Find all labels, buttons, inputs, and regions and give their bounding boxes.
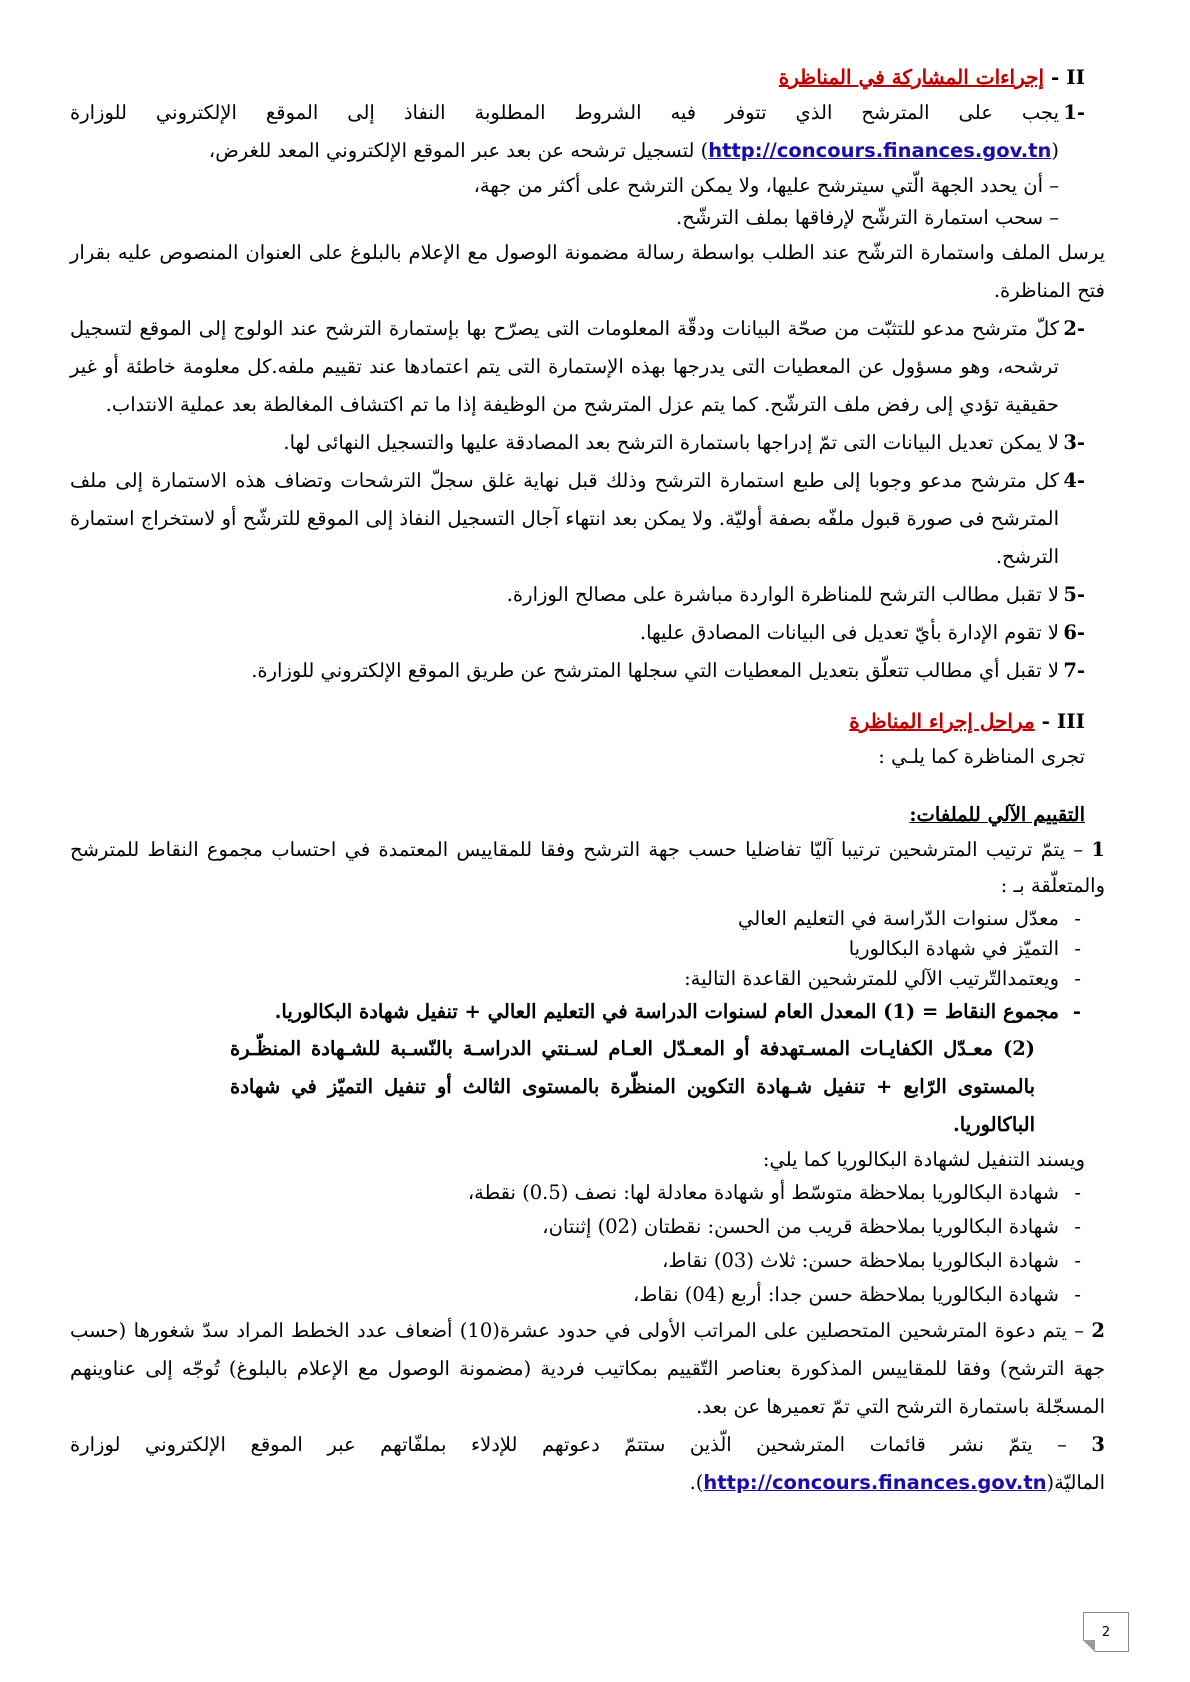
formula-alternative: (2) معـدّل الكفايـات المسـتهدفة أو المعـدّل العـام لسـنتي الدراسـة بالنّسـبة للشـهادة المنظّـرة بالمستوى الرّابع + تنفيل شـهادة التكوين المنظّرة بالمستوى الثالث أو تنفيل التميّز في شهادة الباكالوريا. (230, 1037, 1035, 1136)
item-text-cont: ) لتسجيل ترشحه عن بعد عبر الموقع الإلكتروني المعد للغرض، (208, 139, 709, 162)
section-3-heading (70, 704, 1085, 738)
dash-item-1: – أن يحدد الجهة الّتي سيترشح عليها، ولا يمكن الترشح على أكثر من جهة، (473, 174, 1059, 197)
send-note: يرسل الملف واستمارة الترشّح عند الطلب بواسطة رسالة مضمونة الوصول مع الإعلام بالبلوغ على العنوان المنصوص عليه بقرار فتح المناظرة. (70, 241, 1105, 302)
bonus-item-4: - شهادة البكالوريا بملاحظة حسن جدا: أربع (04) نقاط، (70, 1278, 1085, 1312)
item-number: 5- (1063, 583, 1085, 606)
bonus-item-3: - شهادة البكالوريا بملاحظة حسن: ثلاث (03) نقاط، (70, 1244, 1085, 1278)
evaluation-paragraph-2 (70, 1312, 1105, 1426)
paragraph-number: 2 (1091, 1319, 1105, 1342)
paragraph-text: – يتمّ ترتيب المترشحين ترتيبا آليّا تفاضليا حسب جهة الترشح وفقا للمقاييس المعتمدة في احتساب مجموع النقاط للمترشح والمتعلّقة بـ : (70, 838, 1105, 897)
section-2-item-6 (70, 614, 1085, 652)
formula-line: - مجموع النقاط = (1) المعدل العام لسنوات الدراسة في التعليم العالي + تنفيل شهادة البكالوريا. (70, 994, 1085, 1030)
section-2-item-5 (70, 576, 1085, 614)
section-2-title: إجراءات المشاركة في المناظرة (778, 65, 1045, 89)
document-page (70, 60, 1105, 1502)
section-2-item-7 (70, 652, 1085, 690)
section-2-heading (70, 60, 1085, 94)
paragraph-number: 3 (1091, 1433, 1105, 1456)
dash-item-2: – سحب استمارة الترشّح لإرفاقها بملف الترشّح. (676, 206, 1059, 229)
item-text: كلّ مترشح مدعو للتثبّت من صحّة البيانات ودقّة المعلومات التى يصرّح بها بإستمارة الترشح عند الولوج إلى الموقع لتسجيل ترشحه، وهو مسؤول عن المعطيات التى يدرجها بهذه الإستمارة التى يتم اعتمادها عند تقييم ملفه.كل معلومة خاطئة أو غير حقيقية تؤدي إلى رفض ملف الترشّح. كما يتم عزل المترشح من الوظيفة إذا ما تم اكتشاف المغالطة بعد عملية الانتداب. (70, 317, 1059, 416)
section-2-item-4 (70, 462, 1085, 576)
evaluation-paragraph-1 (70, 832, 1105, 904)
section-2-item-1 (70, 94, 1085, 170)
section-3-title: مراحل إجراء المناظرة (849, 709, 1035, 733)
item-number: 6- (1063, 621, 1085, 644)
item-text: لا تقوم الإدارة بأيّ تعديل فى البيانات المصادق عليها. (639, 621, 1059, 644)
item-text: كل مترشح مدعو وجوبا إلى طبع استمارة الترشح وذلك قبل نهاية غلق سجلّ الترشحات وتضاف هذه الاستمارة إلى ملف المترشح فى صورة قبول ملفّه بصفة أوليّة. ولا يمكن بعد انتهاء آجال التسجيل النفاذ إلى الموقع للترشّح أو لاستخراج استمارة الترشح. (70, 469, 1059, 568)
paragraph-text-end: ). (689, 1471, 704, 1494)
item-text: لا تقبل مطالب الترشح للمناظرة الواردة مباشرة على مصالح الوزارة. (506, 583, 1059, 606)
paragraph-text: – يتم دعوة المترشحين المتحصلين على المراتب الأولى في حدود عشرة(10) أضعاف عدد الخطط المراد سدّ شغورها (حسب جهة الترشح) وفقا للمقاييس المذكورة بعناصر التّقييم بمكاتيب فردية (مضمونة الوصول مع الإعلام بالبلوغ) تُوجّه إلى عناوينهم المسجّلة باستمارة الترشح التي تمّ تعميرها عن بعد. (70, 1319, 1105, 1418)
section-3-number: III - (1041, 709, 1085, 733)
item-number: 2- (1063, 317, 1085, 340)
section-2-item-2 (70, 310, 1085, 424)
evaluation-paragraph-3 (70, 1426, 1105, 1502)
criteria-item-2: - التميّز في شهادة البكالوريا (70, 934, 1085, 964)
paragraph-number: 1 (1091, 838, 1105, 861)
item-text: لا يمكن تعديل البيانات التى تمّ إدراجها باستمارة الترشح بعد المصادقة عليها والتسجيل النهائى لها. (283, 431, 1059, 454)
item-text: يجب على المترشح الذي تتوفر فيه الشروط المطلوبة النفاذ إلى الموقع الإلكتروني للوزارة ( (70, 101, 1059, 162)
item-text: لا تقبل أي مطالب تتعلّق بتعديل المعطيات التي سجلها المترشح عن طريق الموقع الإلكتروني للوزارة. (251, 659, 1059, 682)
ministry-website-link[interactable]: http://concours.finances.gov.tn (708, 139, 1052, 162)
item-number: 1- (1063, 101, 1085, 124)
criteria-item-3: - ويعتمدالتّرتيب الآلي للمترشحين القاعدة التالية: (70, 964, 1085, 994)
item-number: 7- (1063, 659, 1085, 682)
item-number: 3- (1063, 431, 1085, 454)
ministry-website-link-2[interactable]: http://concours.finances.gov.tn (703, 1471, 1047, 1494)
bonus-intro: ويسند التنفيل لشهادة البكالوريا كما يلي: (762, 1148, 1085, 1171)
bonus-item-1: - شهادة البكالوريا بملاحظة متوسّط أو شهادة معادلة لها: نصف (0.5) نقطة، (70, 1176, 1085, 1210)
item-number: 4- (1063, 469, 1085, 492)
page-number: 2 (1083, 1612, 1129, 1652)
paragraph-text: – يتمّ نشر قائمات المترشحين الّذين ستتمّ دعوتهم للإدلاء بملفّاتهم عبر الموقع الإلكتروني لوزارة الماليّة( (70, 1433, 1105, 1494)
section-2-item-3 (70, 424, 1085, 462)
section-2-number: II - (1051, 65, 1085, 89)
bonus-item-2: - شهادة البكالوريا بملاحظة قريب من الحسن: نقطتان (02) إثنتان، (70, 1210, 1085, 1244)
section-3-intro: تجرى المناظرة كما يلـي : (878, 745, 1085, 768)
evaluation-subheading: التقييم الآلي للملفات: (909, 803, 1085, 826)
criteria-item-1: - معدّل سنوات الدّراسة في التعليم العالي (70, 904, 1085, 934)
